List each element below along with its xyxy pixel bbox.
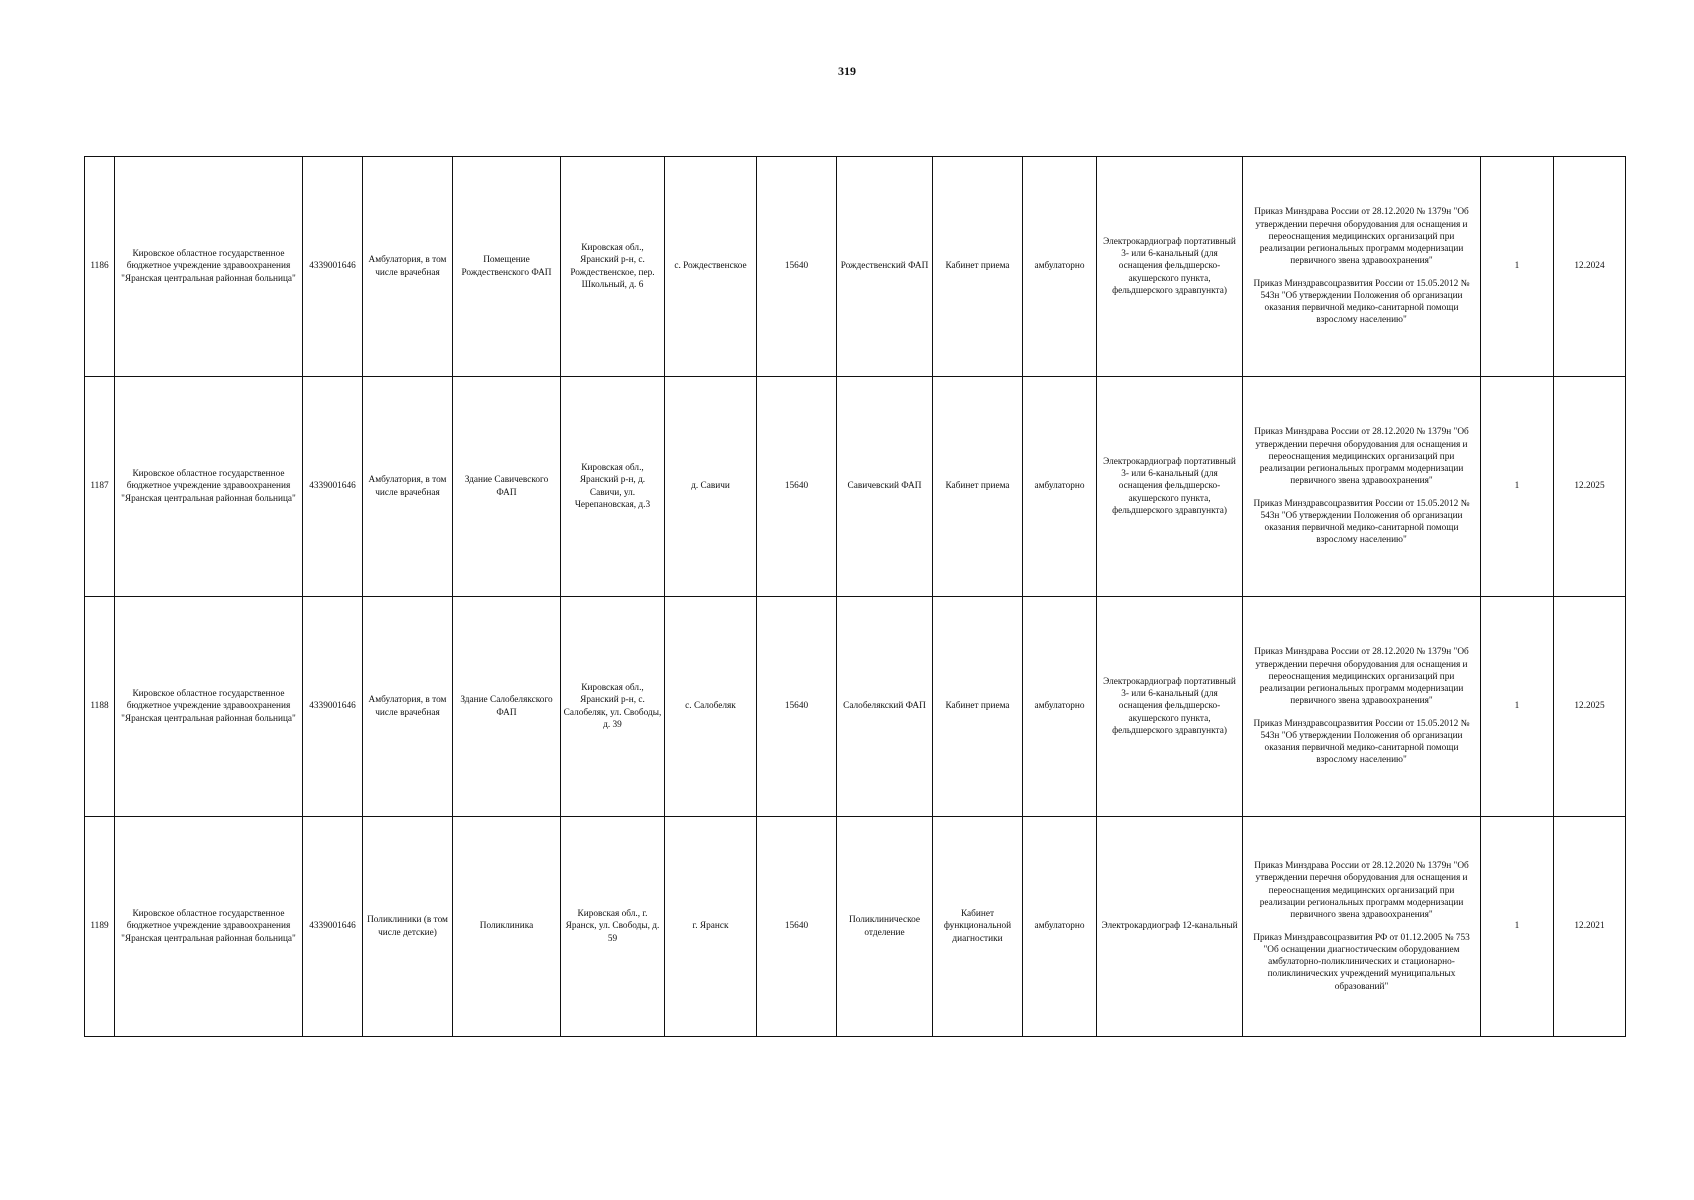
regulatory-orders bbox=[1243, 377, 1481, 597]
inn: 4339001646 bbox=[303, 597, 363, 817]
premises: Помещение Рождественского ФАП bbox=[453, 157, 561, 377]
order-primary: Приказ Минздрава России от 28.12.2020 № 1379н "Об утверждении перечня оборудования для оснащения и переоснащения медицинских организаций при реализации региональных программ модернизации первичного звена здравоохранения" bbox=[1254, 207, 1469, 267]
address: Кировская обл., Яранский р-н, с. Рождественское, пер. Школьный, д. 6 bbox=[561, 157, 665, 377]
organization-name: Кировское областное государственное бюджетное учреждение здравоохранения "Яранская центральная районная больница" bbox=[115, 597, 303, 817]
order-spacer bbox=[1245, 922, 1478, 932]
order-spacer bbox=[1245, 488, 1478, 498]
locality: с. Салобеляк bbox=[665, 597, 757, 817]
table-row bbox=[85, 817, 1626, 1037]
delivery-date: 12.2025 bbox=[1554, 597, 1626, 817]
locality: г. Яранск bbox=[665, 817, 757, 1037]
order-secondary: Приказ Минздравсоцразвития России от 15.05.2012 № 543н "Об утверждении Положения об организации оказания первичной медико-санитарной помощи взрослому населению" bbox=[1253, 278, 1470, 326]
order-secondary: Приказ Минздравсоцразвития России от 15.05.2012 № 543н "Об утверждении Положения об организации оказания первичной медико-санитарной помощи взрослому населению" bbox=[1253, 498, 1470, 546]
row-number: 1189 bbox=[85, 817, 115, 1037]
quantity: 1 bbox=[1481, 597, 1554, 817]
order-primary: Приказ Минздрава России от 28.12.2020 № 1379н "Об утверждении перечня оборудования для оснащения и переоснащения медицинских организаций при реализации региональных программ модернизации первичного звена здравоохранения" bbox=[1254, 647, 1469, 707]
table-row bbox=[85, 157, 1626, 377]
delivery-date: 12.2025 bbox=[1554, 377, 1626, 597]
order-secondary: Приказ Минздравсоцразвития России от 15.05.2012 № 543н "Об утверждении Положения об организации оказания первичной медико-санитарной помощи взрослому населению" bbox=[1253, 718, 1470, 766]
care-condition: амбулаторно bbox=[1023, 377, 1097, 597]
code: 15640 bbox=[757, 597, 837, 817]
row-number: 1186 bbox=[85, 157, 115, 377]
regulatory-orders bbox=[1243, 817, 1481, 1037]
room: Кабинет приема bbox=[933, 377, 1023, 597]
regulatory-orders bbox=[1243, 597, 1481, 817]
delivery-date: 12.2024 bbox=[1554, 157, 1626, 377]
room: Кабинет функциональной диагностики bbox=[933, 817, 1023, 1037]
code: 15640 bbox=[757, 157, 837, 377]
inn: 4339001646 bbox=[303, 377, 363, 597]
locality: с. Рождественское bbox=[665, 157, 757, 377]
equipment-name: Электрокардиограф портативный 3- или 6-канальный (для оснащения фельдшерско-акушерского пункта, фельдшерского здравпункта) bbox=[1097, 157, 1243, 377]
equipment-registry-table bbox=[84, 156, 1626, 1037]
organization-name: Кировское областное государственное бюджетное учреждение здравоохранения "Яранская центральная районная больница" bbox=[115, 817, 303, 1037]
unit-type: Амбулатория, в том числе врачебная bbox=[363, 597, 453, 817]
structural-unit: Салобелякский ФАП bbox=[837, 597, 933, 817]
premises: Здание Салобелякского ФАП bbox=[453, 597, 561, 817]
address: Кировская обл., Яранский р-н, д. Савичи, ул. Черепановская, д.3 bbox=[561, 377, 665, 597]
equipment-name: Электрокардиограф портативный 3- или 6-канальный (для оснащения фельдшерско-акушерского пункта, фельдшерского здравпункта) bbox=[1097, 597, 1243, 817]
unit-type: Поликлиники (в том числе детские) bbox=[363, 817, 453, 1037]
inn: 4339001646 bbox=[303, 817, 363, 1037]
structural-unit: Рождественский ФАП bbox=[837, 157, 933, 377]
address: Кировская обл., Яранский р-н, с. Салобеляк, ул. Свободы, д. 39 bbox=[561, 597, 665, 817]
code: 15640 bbox=[757, 817, 837, 1037]
organization-name: Кировское областное государственное бюджетное учреждение здравоохранения "Яранская центральная районная больница" bbox=[115, 377, 303, 597]
code: 15640 bbox=[757, 377, 837, 597]
premises: Здание Савичевского ФАП bbox=[453, 377, 561, 597]
order-spacer bbox=[1245, 708, 1478, 718]
quantity: 1 bbox=[1481, 377, 1554, 597]
delivery-date: 12.2021 bbox=[1554, 817, 1626, 1037]
structural-unit: Поликлиническое отделение bbox=[837, 817, 933, 1037]
order-primary: Приказ Минздрава России от 28.12.2020 № 1379н "Об утверждении перечня оборудования для оснащения и переоснащения медицинских организаций при реализации региональных программ модернизации первичного звена здравоохранения" bbox=[1254, 861, 1469, 921]
equipment-name: Электрокардиограф 12-канальный bbox=[1097, 817, 1243, 1037]
order-secondary: Приказ Минздравсоцразвития РФ от 01.12.2005 № 753 "Об оснащении диагностическим оборудованием амбулаторно-поликлинических и стационарно-поликлинических учреждений муниципальных образований" bbox=[1253, 932, 1470, 992]
unit-type: Амбулатория, в том числе врачебная bbox=[363, 377, 453, 597]
regulatory-orders bbox=[1243, 157, 1481, 377]
premises: Поликлиника bbox=[453, 817, 561, 1037]
table-row bbox=[85, 377, 1626, 597]
locality: д. Савичи bbox=[665, 377, 757, 597]
care-condition: амбулаторно bbox=[1023, 597, 1097, 817]
address: Кировская обл., г. Яранск, ул. Свободы, д. 59 bbox=[561, 817, 665, 1037]
inn: 4339001646 bbox=[303, 157, 363, 377]
order-primary: Приказ Минздрава России от 28.12.2020 № 1379н "Об утверждении перечня оборудования для оснащения и переоснащения медицинских организаций при реализации региональных программ модернизации первичного звена здравоохранения" bbox=[1254, 427, 1469, 487]
structural-unit: Савичевский ФАП bbox=[837, 377, 933, 597]
organization-name: Кировское областное государственное бюджетное учреждение здравоохранения "Яранская центральная районная больница" bbox=[115, 157, 303, 377]
quantity: 1 bbox=[1481, 157, 1554, 377]
unit-type: Амбулатория, в том числе врачебная bbox=[363, 157, 453, 377]
order-spacer bbox=[1245, 268, 1478, 278]
room: Кабинет приема bbox=[933, 157, 1023, 377]
row-number: 1188 bbox=[85, 597, 115, 817]
equipment-name: Электрокардиограф портативный 3- или 6-канальный (для оснащения фельдшерско-акушерского пункта, фельдшерского здравпункта) bbox=[1097, 377, 1243, 597]
care-condition: амбулаторно bbox=[1023, 817, 1097, 1037]
care-condition: амбулаторно bbox=[1023, 157, 1097, 377]
table-row bbox=[85, 597, 1626, 817]
page-number: 319 bbox=[838, 64, 856, 78]
room: Кабинет приема bbox=[933, 597, 1023, 817]
quantity: 1 bbox=[1481, 817, 1554, 1037]
row-number: 1187 bbox=[85, 377, 115, 597]
